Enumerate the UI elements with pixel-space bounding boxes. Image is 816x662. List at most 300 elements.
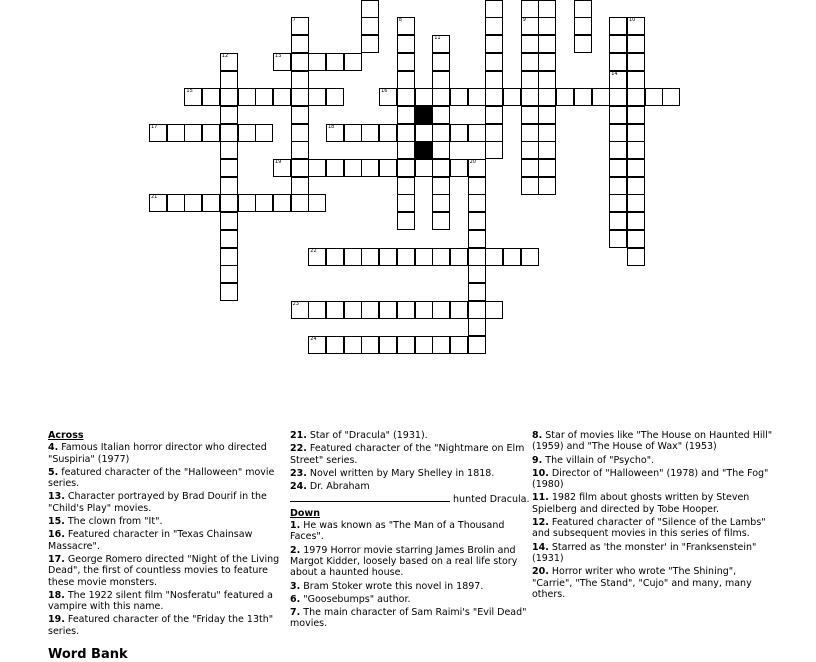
grid-cell[interactable] bbox=[485, 35, 503, 53]
grid-cell[interactable] bbox=[485, 17, 503, 35]
grid-cell[interactable] bbox=[238, 124, 256, 142]
clue-text: Bram Stoker wrote this novel in 1897. bbox=[303, 580, 484, 592]
grid-cell[interactable] bbox=[291, 177, 309, 195]
grid-cell[interactable] bbox=[485, 106, 503, 124]
grid-cell[interactable] bbox=[255, 88, 273, 106]
grid-cell[interactable] bbox=[397, 88, 415, 106]
grid-cell[interactable] bbox=[397, 141, 415, 159]
grid-cell[interactable] bbox=[521, 106, 539, 124]
grid-cell[interactable] bbox=[450, 301, 468, 319]
grid-cell[interactable] bbox=[468, 88, 486, 106]
grid-cell[interactable] bbox=[627, 141, 645, 159]
grid-cell[interactable] bbox=[556, 88, 574, 106]
grid-number: 16 bbox=[381, 88, 388, 95]
grid-cell[interactable] bbox=[432, 159, 450, 177]
clue-number: 16. bbox=[48, 529, 65, 541]
grid-cell[interactable] bbox=[220, 194, 238, 212]
down-clue bbox=[532, 468, 777, 491]
grid-cell[interactable] bbox=[308, 336, 326, 354]
grid-cell[interactable] bbox=[202, 124, 220, 142]
grid-cell[interactable] bbox=[432, 336, 450, 354]
grid-cell[interactable] bbox=[291, 301, 309, 319]
grid-cell[interactable] bbox=[379, 159, 397, 177]
grid-cell[interactable] bbox=[149, 194, 167, 212]
grid-cell[interactable] bbox=[609, 230, 627, 248]
down-clue-list-continued bbox=[532, 430, 777, 600]
clue-number: 9. bbox=[532, 454, 543, 466]
grid-cell[interactable] bbox=[521, 71, 539, 89]
grid-cell[interactable] bbox=[202, 88, 220, 106]
down-heading: Down bbox=[290, 507, 320, 519]
across-clue bbox=[290, 443, 535, 466]
across-clue bbox=[290, 481, 535, 506]
grid-cell[interactable] bbox=[397, 124, 415, 142]
grid-cell[interactable] bbox=[308, 301, 326, 319]
grid-cell[interactable] bbox=[291, 194, 309, 212]
grid-cell[interactable] bbox=[184, 88, 202, 106]
grid-cell[interactable] bbox=[432, 301, 450, 319]
grid-cell[interactable] bbox=[468, 265, 486, 283]
grid-cell[interactable] bbox=[291, 141, 309, 159]
clue-number: 20. bbox=[532, 566, 549, 578]
grid-cell[interactable] bbox=[450, 159, 468, 177]
grid-number: 13 bbox=[274, 52, 282, 59]
clue-number: 22. bbox=[290, 443, 307, 455]
grid-cell[interactable] bbox=[361, 248, 379, 266]
clue-number: 1. bbox=[290, 520, 301, 532]
grid-cell[interactable] bbox=[538, 35, 556, 53]
clues-column-3 bbox=[532, 430, 777, 602]
grid-cell[interactable] bbox=[432, 71, 450, 89]
clue-text: Director of "Halloween" (1978) and "The Fog" (1980) bbox=[532, 467, 769, 491]
grid-cell[interactable] bbox=[379, 88, 397, 106]
grid-cell[interactable] bbox=[609, 194, 627, 212]
grid-cell[interactable] bbox=[308, 53, 326, 71]
grid-cell[interactable] bbox=[291, 53, 309, 71]
across-clue bbox=[48, 467, 293, 490]
clue-text: 1979 Horror movie starring James Brolin and Margot Kidder, loosely based on a real life story about a haunted house. bbox=[290, 544, 518, 579]
across-clue bbox=[48, 491, 293, 514]
clue-number: 6. bbox=[290, 593, 301, 605]
grid-cell[interactable] bbox=[379, 301, 397, 319]
clue-number: 13. bbox=[48, 491, 65, 503]
grid-cell[interactable] bbox=[521, 124, 539, 142]
grid-cell[interactable] bbox=[415, 159, 433, 177]
grid-cell[interactable] bbox=[220, 159, 238, 177]
grid-cell[interactable] bbox=[326, 301, 344, 319]
grid-cell[interactable] bbox=[308, 248, 326, 266]
grid-cell[interactable] bbox=[538, 141, 556, 159]
grid-cell[interactable] bbox=[415, 88, 433, 106]
grid-cell[interactable] bbox=[468, 318, 486, 336]
grid-cell[interactable] bbox=[627, 88, 645, 106]
word-bank-heading: Word Bank bbox=[48, 647, 128, 662]
grid-cell[interactable] bbox=[468, 230, 486, 248]
grid-cell[interactable] bbox=[379, 336, 397, 354]
grid-cell[interactable] bbox=[468, 212, 486, 230]
grid-number: 17 bbox=[151, 123, 158, 130]
grid-cell[interactable] bbox=[308, 194, 326, 212]
grid-number: 15 bbox=[186, 88, 193, 95]
down-clue bbox=[532, 492, 777, 515]
grid-cell[interactable] bbox=[220, 106, 238, 124]
grid-cell[interactable] bbox=[468, 336, 486, 354]
grid-cell[interactable] bbox=[485, 248, 503, 266]
grid-cell[interactable] bbox=[538, 17, 556, 35]
grid-cell[interactable] bbox=[326, 248, 344, 266]
grid-cell[interactable] bbox=[485, 0, 503, 18]
grid-cell[interactable] bbox=[361, 301, 379, 319]
grid-number: 12 bbox=[221, 52, 229, 59]
grid-cell[interactable] bbox=[609, 124, 627, 142]
grid-cell[interactable] bbox=[468, 301, 486, 319]
grid-cell[interactable] bbox=[397, 71, 415, 89]
grid-cell[interactable] bbox=[609, 106, 627, 124]
grid-cell[interactable] bbox=[538, 88, 556, 106]
grid-cell[interactable] bbox=[255, 194, 273, 212]
grid-cell[interactable] bbox=[450, 124, 468, 142]
grid-cell[interactable] bbox=[273, 159, 291, 177]
grid-cell[interactable] bbox=[538, 106, 556, 124]
clue-text: Character portrayed by Brad Dourif in the "Child's Play" movies. bbox=[48, 491, 267, 514]
grid-cell[interactable] bbox=[149, 124, 167, 142]
grid-cell[interactable] bbox=[627, 106, 645, 124]
grid-cell[interactable] bbox=[432, 53, 450, 71]
grid-cell[interactable] bbox=[220, 71, 238, 89]
clue-text: Horror writer who wrote "The Shining", "Carrie", "The Stand", "Cujo" and many, many others. bbox=[532, 566, 752, 600]
clue-text: The 1922 silent film "Nosferatu" featured a vampire with this name. bbox=[48, 589, 273, 613]
grid-cell[interactable] bbox=[627, 71, 645, 89]
grid-cell[interactable] bbox=[397, 336, 415, 354]
grid-cell[interactable] bbox=[645, 88, 663, 106]
grid-cell[interactable] bbox=[485, 141, 503, 159]
clue-text: The villain of "Psycho". bbox=[545, 454, 655, 466]
grid-cell[interactable] bbox=[432, 177, 450, 195]
grid-cell[interactable] bbox=[361, 159, 379, 177]
grid-cell[interactable] bbox=[361, 0, 379, 18]
grid-cell[interactable] bbox=[432, 141, 450, 159]
clue-text: Famous Italian horror director who directed "Suspiria" (1977) bbox=[48, 442, 267, 465]
grid-cell[interactable] bbox=[503, 88, 521, 106]
clue-text: "Goosebumps" author. bbox=[303, 593, 411, 605]
grid-cell[interactable] bbox=[627, 124, 645, 142]
clue-text: Novel written by Mary Shelley in 1818. bbox=[309, 467, 495, 479]
grid-cell[interactable] bbox=[220, 283, 238, 301]
grid-cell[interactable] bbox=[503, 248, 521, 266]
grid-cell[interactable] bbox=[167, 124, 185, 142]
grid-cell[interactable] bbox=[397, 194, 415, 212]
down-clue bbox=[290, 594, 535, 605]
grid-cell[interactable] bbox=[450, 336, 468, 354]
grid-cell[interactable] bbox=[326, 53, 344, 71]
grid-cell[interactable] bbox=[627, 248, 645, 266]
grid-cell[interactable] bbox=[361, 35, 379, 53]
grid-cell[interactable] bbox=[521, 35, 539, 53]
grid-cell[interactable] bbox=[609, 212, 627, 230]
across-clue bbox=[290, 468, 535, 479]
grid-cell[interactable] bbox=[344, 301, 362, 319]
grid-cell[interactable] bbox=[220, 265, 238, 283]
grid-cell[interactable] bbox=[627, 212, 645, 230]
clue-text: Dr. Abraham bbox=[309, 481, 370, 493]
grid-cell[interactable] bbox=[609, 141, 627, 159]
grid-cell[interactable] bbox=[468, 124, 486, 142]
grid-cell[interactable] bbox=[415, 336, 433, 354]
down-clue bbox=[532, 517, 777, 540]
grid-cell[interactable] bbox=[432, 124, 450, 142]
grid-cell[interactable] bbox=[344, 124, 362, 142]
grid-cell[interactable] bbox=[609, 88, 627, 106]
grid-cell[interactable] bbox=[220, 212, 238, 230]
grid-cell[interactable] bbox=[521, 17, 539, 35]
grid-cell[interactable] bbox=[397, 106, 415, 124]
grid-cell[interactable] bbox=[609, 35, 627, 53]
grid-cell[interactable] bbox=[397, 248, 415, 266]
grid-cell[interactable] bbox=[627, 159, 645, 177]
grid-cell[interactable] bbox=[326, 336, 344, 354]
grid-cell[interactable] bbox=[184, 124, 202, 142]
grid-cell[interactable] bbox=[415, 248, 433, 266]
clue-number: 10. bbox=[532, 467, 549, 479]
clues-column-2 bbox=[290, 430, 535, 632]
across-clue bbox=[48, 590, 293, 613]
grid-cell[interactable] bbox=[468, 283, 486, 301]
grid-cell[interactable] bbox=[538, 53, 556, 71]
clue-number: 18. bbox=[48, 589, 65, 601]
grid-number: 21 bbox=[151, 194, 158, 201]
grid-cell[interactable] bbox=[202, 194, 220, 212]
clue-number: 5. bbox=[48, 466, 59, 478]
clue-number: 15. bbox=[48, 516, 65, 528]
grid-number: 20 bbox=[469, 159, 476, 165]
grid-cell[interactable] bbox=[238, 194, 256, 212]
grid-cell[interactable] bbox=[397, 159, 415, 177]
down-clue bbox=[532, 542, 777, 565]
grid-cell[interactable] bbox=[468, 194, 486, 212]
grid-cell[interactable] bbox=[291, 35, 309, 53]
grid-cell[interactable] bbox=[220, 248, 238, 266]
grid-number: 22 bbox=[310, 247, 317, 254]
grid-cell[interactable] bbox=[326, 159, 344, 177]
clue-text: Star of movies like "The House on Haunted Hill" (1959) and "The House of Wax" (1953) bbox=[532, 430, 773, 453]
grid-cell[interactable] bbox=[344, 53, 362, 71]
grid-cell[interactable] bbox=[609, 71, 627, 89]
grid-number: 8 bbox=[398, 17, 402, 24]
clue-number: 19. bbox=[48, 614, 65, 626]
grid-cell[interactable] bbox=[255, 124, 273, 142]
grid-cell[interactable] bbox=[609, 177, 627, 195]
grid-cell[interactable] bbox=[468, 177, 486, 195]
grid-cell[interactable] bbox=[220, 141, 238, 159]
across-clue-list-continued bbox=[290, 430, 535, 506]
grid-cell[interactable] bbox=[521, 88, 539, 106]
down-clue bbox=[532, 455, 777, 466]
grid-cell[interactable] bbox=[361, 336, 379, 354]
clues-column-1 bbox=[48, 430, 293, 639]
clue-text: Starred as 'the monster' in "Franksenstein" (1931) bbox=[532, 541, 757, 564]
grid-cell[interactable] bbox=[344, 248, 362, 266]
grid-cell[interactable] bbox=[521, 248, 539, 266]
across-clue bbox=[48, 529, 293, 552]
across-clue bbox=[48, 554, 293, 588]
clue-number: 21. bbox=[290, 430, 307, 441]
grid-cell[interactable] bbox=[609, 159, 627, 177]
down-clue bbox=[290, 581, 535, 592]
across-clue bbox=[48, 614, 293, 637]
grid-cell[interactable] bbox=[432, 248, 450, 266]
grid-cell[interactable] bbox=[220, 230, 238, 248]
grid-cell[interactable] bbox=[397, 17, 415, 35]
clue-text-continued: hunted Dracula. bbox=[453, 494, 530, 506]
grid-cell[interactable] bbox=[291, 124, 309, 142]
grid-cell[interactable] bbox=[361, 124, 379, 142]
grid-cell[interactable] bbox=[415, 106, 433, 124]
clue-text: Featured character in "Texas Chainsaw Massacre". bbox=[48, 529, 253, 552]
clue-number: 3. bbox=[290, 580, 301, 592]
grid-cell[interactable] bbox=[432, 194, 450, 212]
grid-cell[interactable] bbox=[485, 88, 503, 106]
across-clue bbox=[48, 442, 293, 465]
grid-cell[interactable] bbox=[538, 0, 556, 18]
grid-cell[interactable] bbox=[662, 88, 680, 106]
across-clue bbox=[48, 516, 293, 527]
grid-cell[interactable] bbox=[291, 71, 309, 89]
grid-cell[interactable] bbox=[627, 194, 645, 212]
grid-cell[interactable] bbox=[344, 336, 362, 354]
grid-cell[interactable] bbox=[450, 248, 468, 266]
grid-number: 10 bbox=[628, 17, 636, 24]
grid-number: 18 bbox=[328, 123, 335, 130]
grid-cell[interactable] bbox=[184, 194, 202, 212]
grid-cell[interactable] bbox=[574, 88, 592, 106]
clue-text: Featured character of the "Nightmare on Elm Street" series. bbox=[290, 443, 525, 466]
across-clue bbox=[290, 430, 535, 441]
down-clue bbox=[290, 607, 535, 630]
grid-cell[interactable] bbox=[379, 124, 397, 142]
grid-cell[interactable] bbox=[627, 230, 645, 248]
grid-cell[interactable] bbox=[468, 159, 486, 177]
grid-cell[interactable] bbox=[592, 88, 610, 106]
grid-cell[interactable] bbox=[344, 159, 362, 177]
grid-cell[interactable] bbox=[397, 212, 415, 230]
grid-cell[interactable] bbox=[220, 177, 238, 195]
grid-cell[interactable] bbox=[627, 35, 645, 53]
clue-text: featured character of the "Halloween" movie series. bbox=[48, 466, 275, 490]
grid-cell[interactable] bbox=[273, 53, 291, 71]
grid-cell[interactable] bbox=[485, 301, 503, 319]
clue-text: Star of "Dracula" (1931). bbox=[309, 430, 428, 441]
grid-cell[interactable] bbox=[326, 124, 344, 142]
clue-text: Featured character of the "Friday the 13th" series. bbox=[48, 614, 274, 637]
clue-number: 23. bbox=[290, 467, 307, 479]
grid-number: 14 bbox=[611, 70, 618, 77]
grid-cell[interactable] bbox=[521, 177, 539, 195]
grid-cell[interactable] bbox=[574, 17, 592, 35]
clue-text: George Romero directed "Night of the Living Dead", the first of countless movies to feature these movie monsters. bbox=[48, 553, 280, 588]
grid-cell[interactable] bbox=[415, 301, 433, 319]
clue-number: 2. bbox=[290, 544, 301, 556]
grid-cell[interactable] bbox=[432, 88, 450, 106]
grid-cell[interactable] bbox=[574, 35, 592, 53]
grid-cell[interactable] bbox=[538, 159, 556, 177]
grid-number: 24 bbox=[310, 336, 317, 342]
grid-cell[interactable] bbox=[627, 53, 645, 71]
grid-cell[interactable] bbox=[627, 17, 645, 35]
grid-cell[interactable] bbox=[291, 159, 309, 177]
grid-cell[interactable] bbox=[220, 88, 238, 106]
grid-cell[interactable] bbox=[627, 177, 645, 195]
across-clue-list bbox=[48, 442, 293, 637]
grid-cell[interactable] bbox=[291, 88, 309, 106]
grid-cell[interactable] bbox=[468, 248, 486, 266]
grid-number: 9 bbox=[522, 17, 526, 24]
grid-cell[interactable] bbox=[609, 53, 627, 71]
grid-cell[interactable] bbox=[397, 35, 415, 53]
clue-number: 8. bbox=[532, 430, 543, 441]
grid-cell[interactable] bbox=[485, 53, 503, 71]
grid-number: 19 bbox=[274, 159, 282, 165]
down-clue bbox=[532, 430, 777, 453]
grid-cell[interactable] bbox=[220, 53, 238, 71]
down-clue bbox=[532, 566, 777, 600]
grid-cell[interactable] bbox=[450, 88, 468, 106]
grid-cell[interactable] bbox=[432, 212, 450, 230]
grid-cell[interactable] bbox=[291, 106, 309, 124]
clue-number: 14. bbox=[532, 541, 549, 553]
clue-number: 4. bbox=[48, 442, 59, 454]
grid-cell[interactable] bbox=[326, 88, 344, 106]
grid-cell[interactable] bbox=[538, 177, 556, 195]
grid-cell[interactable] bbox=[397, 53, 415, 71]
down-clue-list bbox=[290, 520, 535, 630]
grid-cell[interactable] bbox=[538, 71, 556, 89]
down-clue bbox=[290, 520, 535, 543]
grid-cell[interactable] bbox=[521, 159, 539, 177]
grid-cell[interactable] bbox=[397, 177, 415, 195]
grid-cell[interactable] bbox=[238, 88, 256, 106]
grid-cell[interactable] bbox=[273, 194, 291, 212]
grid-cell[interactable] bbox=[432, 106, 450, 124]
across-heading: Across bbox=[48, 430, 84, 441]
grid-cell[interactable] bbox=[485, 71, 503, 89]
grid-cell[interactable] bbox=[273, 88, 291, 106]
grid-cell[interactable] bbox=[379, 248, 397, 266]
grid-cell[interactable] bbox=[538, 124, 556, 142]
grid-cell[interactable] bbox=[485, 124, 503, 142]
grid-cell[interactable] bbox=[308, 159, 326, 177]
grid-cell[interactable] bbox=[415, 124, 433, 142]
grid-cell[interactable] bbox=[521, 0, 539, 18]
grid-cell[interactable] bbox=[574, 0, 592, 18]
grid-cell[interactable] bbox=[521, 53, 539, 71]
grid-cell[interactable] bbox=[415, 141, 433, 159]
clue-number: 12. bbox=[532, 517, 549, 529]
grid-cell[interactable] bbox=[167, 194, 185, 212]
grid-number: 11 bbox=[434, 35, 441, 42]
grid-cell[interactable] bbox=[291, 17, 309, 35]
grid-cell[interactable] bbox=[361, 17, 379, 35]
grid-cell[interactable] bbox=[220, 124, 238, 142]
answer-blank bbox=[290, 492, 450, 502]
grid-cell[interactable] bbox=[308, 88, 326, 106]
clue-number: 24. bbox=[290, 481, 307, 493]
grid-cell[interactable] bbox=[432, 35, 450, 53]
grid-cell[interactable] bbox=[521, 141, 539, 159]
clue-text: Featured character of "Silence of the Lambs" and subsequent movies in this series of films. bbox=[532, 517, 766, 540]
grid-cell[interactable] bbox=[609, 17, 627, 35]
clue-text: The main character of Sam Raimi's "Evil Dead" movies. bbox=[290, 607, 527, 630]
grid-cell[interactable] bbox=[397, 301, 415, 319]
